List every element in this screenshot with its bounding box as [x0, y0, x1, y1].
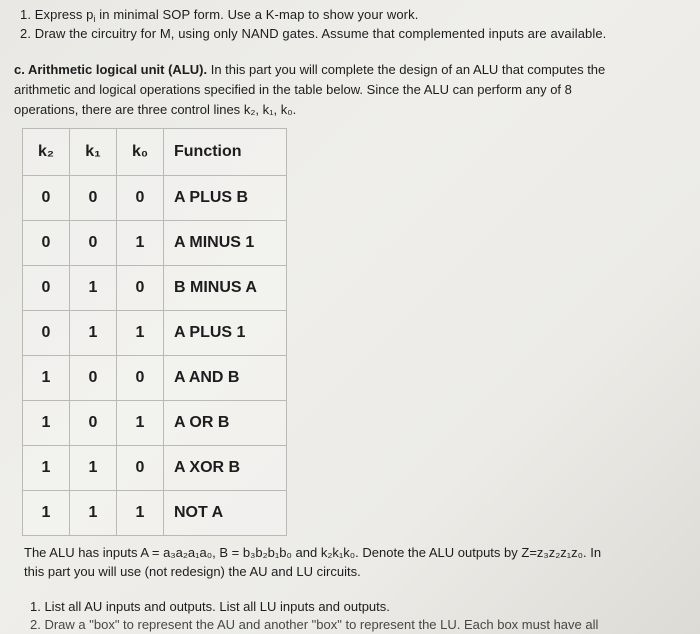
cell-function: B MINUS A [164, 266, 287, 311]
cell-function: A PLUS 1 [164, 311, 287, 356]
alu-intro-label: c. Arithmetic logical unit (ALU). [14, 62, 208, 77]
header-k0: k₀ [117, 129, 164, 176]
alu-inputs-paragraph [24, 543, 634, 581]
cell-k1: 0 [70, 356, 117, 401]
alu-inputs-line-2: this part you will use (not redesign) the AU and LU circuits. [24, 564, 361, 579]
cell-k2: 1 [23, 356, 70, 401]
cell-k0: 1 [117, 311, 164, 356]
cell-k2: 1 [23, 446, 70, 491]
alu-control-lines: k₂, k₁, k₀. [243, 102, 297, 117]
cell-function: A OR B [164, 401, 287, 446]
cell-k1: 1 [70, 266, 117, 311]
cell-k0: 1 [117, 221, 164, 266]
cell-k2: 0 [23, 221, 70, 266]
table-row [23, 221, 287, 266]
cell-k2: 0 [23, 266, 70, 311]
task-item-2: 2. Draw a "box" to represent the AU and another "box" to represent the LU. Each box must have all [30, 617, 599, 632]
cell-k0: 1 [117, 491, 164, 536]
cell-function: NOT A [164, 491, 287, 536]
cell-k1: 1 [70, 446, 117, 491]
question-1-text: 1. Express p [20, 7, 94, 22]
alu-intro-text: In this part you will complete the design of an ALU that computes the arithmetic and logical operations specified in the table below. Since the ALU can perform any of 8 operations, there are three control lines [14, 62, 606, 117]
header-k2: k₂ [23, 129, 70, 176]
cell-function: A MINUS 1 [164, 221, 287, 266]
table-row [23, 311, 287, 356]
question-2: 2. Draw the circuitry for M, using only NAND gates. Assume that complemented inputs are available. [20, 26, 607, 41]
cell-function: A AND B [164, 356, 287, 401]
alu-function-table [22, 128, 287, 536]
cell-k1: 0 [70, 401, 117, 446]
table-row [23, 176, 287, 221]
cell-k2: 0 [23, 176, 70, 221]
task-list [30, 598, 598, 634]
table-row [23, 356, 287, 401]
table-header-row [23, 129, 287, 176]
cell-function: A PLUS B [164, 176, 287, 221]
cell-k1: 0 [70, 221, 117, 266]
task-item-1: 1. List all AU inputs and outputs. List all LU inputs and outputs. [30, 599, 390, 614]
cell-k1: 1 [70, 491, 117, 536]
header-function: Function [164, 129, 287, 176]
table-row [23, 446, 287, 491]
header-k1: k₁ [70, 129, 117, 176]
question-1-subscript: i [93, 14, 96, 24]
cell-k1: 0 [70, 176, 117, 221]
table-row [23, 491, 287, 536]
table-row [23, 401, 287, 446]
cell-k2: 1 [23, 491, 70, 536]
cell-k1: 1 [70, 311, 117, 356]
alu-intro-paragraph [14, 60, 614, 120]
cell-k0: 0 [117, 356, 164, 401]
cell-k2: 0 [23, 311, 70, 356]
alu-inputs-line-1: The ALU has inputs A = a₃a₂a₁a₀, B = b₃b₂b₁b₀ and k₂k₁k₀. Denote the ALU outputs by Z=z₃z₂z₁z₀. In [24, 545, 602, 560]
cell-function: A XOR B [164, 446, 287, 491]
question-1 [20, 7, 418, 22]
cell-k2: 1 [23, 401, 70, 446]
question-1-rest: in minimal SOP form. Use a K-map to show your work. [95, 7, 419, 22]
cell-k0: 0 [117, 266, 164, 311]
cell-k0: 1 [117, 401, 164, 446]
cell-k0: 0 [117, 176, 164, 221]
cell-k0: 0 [117, 446, 164, 491]
table-row [23, 266, 287, 311]
